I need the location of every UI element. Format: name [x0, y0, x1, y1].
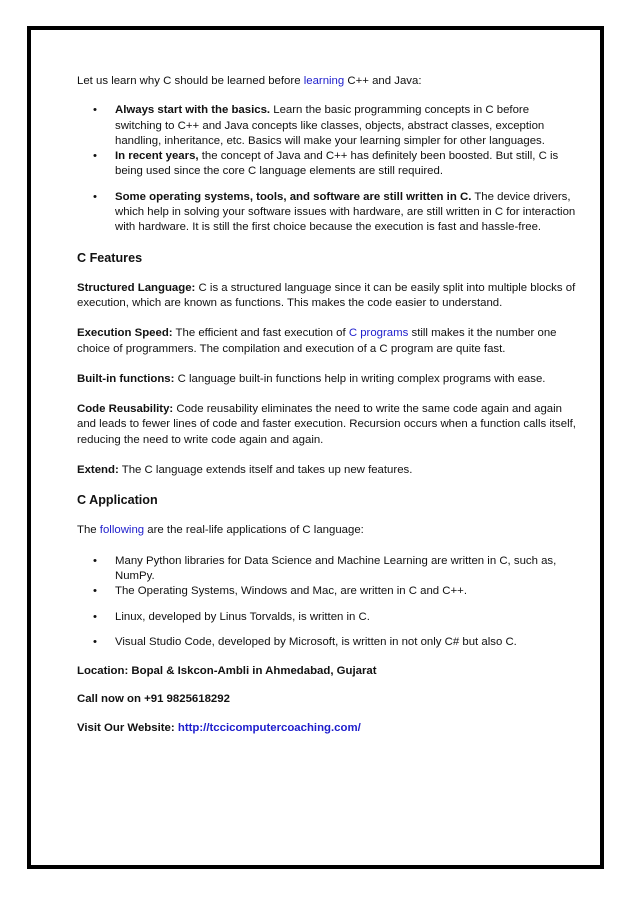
list-item: • Linux, developed by Linus Torvalds, is written in C.: [77, 610, 577, 625]
bullet-icon: •: [93, 635, 97, 648]
code-reusability-paragraph: Code Reusability: Code reusability eliminates the need to write the same code again and again and leads to fewer lines of code and faster execution. Recursion occurs when a function calls itself, reducing the need to write code again and again.: [77, 403, 576, 446]
bullet-icon: •: [93, 104, 97, 117]
reasons-list: [77, 103, 577, 235]
bullet-icon: •: [93, 610, 97, 623]
c-programs-link[interactable]: C programs: [348, 327, 409, 340]
bullet-icon: •: [93, 150, 97, 163]
document-page: [27, 26, 604, 869]
applications-list: [77, 554, 577, 650]
list-item: • The Operating Systems, Windows and Mac, are written in C and C++.: [77, 584, 577, 599]
bullet-icon: •: [93, 190, 97, 203]
list-item: • Visual Studio Code, developed by Microsoft, is written in not only C# but also C.: [77, 635, 577, 650]
builtin-functions-paragraph: Built-in functions: C language built-in functions help in writing complex programs with ease.: [77, 372, 546, 385]
list-item: • Some operating systems, tools, and software are still written in C. The device drivers, which help in solving your software issues with hardware, are still written in C for interaction with hardware. It is still the first choice because the execution is fast and hassle-free.: [93, 190, 576, 234]
bullet-icon: •: [93, 554, 97, 567]
execution-speed-paragraph: Execution Speed: The efficient and fast execution of C programs still makes it the number one choice of programmers. The compilation and execution of a C program are quite fast.: [77, 327, 557, 355]
website-line: Visit Our Website: http://tccicomputercoaching.com/: [77, 721, 361, 734]
location-line: Location: Bopal & Iskcon-Ambli in Ahmedabad, Gujarat: [77, 665, 377, 678]
features-heading: C Features: [77, 250, 143, 265]
extend-paragraph: Extend: The C language extends itself and takes up new features.: [77, 464, 413, 477]
learning-link[interactable]: learning: [303, 75, 345, 87]
intro-paragraph: Let us learn why C should be learned before learning C++ and Java:: [77, 75, 422, 87]
application-intro: The following are the real-life applications of C language:: [77, 524, 364, 537]
document-content: [77, 74, 577, 736]
call-line: Call now on +91 9825618292: [77, 693, 230, 706]
list-item: • Many Python libraries for Data Science and Machine Learning are written in C, such as, NumPy.: [93, 554, 557, 582]
bullet-icon: •: [93, 585, 97, 598]
application-heading: C Application: [77, 493, 158, 508]
structured-language-paragraph: Structured Language: C is a structured language since it can be easily split into multiple blocks of execution, which are known as functions. This makes the code easier to understand.: [77, 281, 576, 309]
list-item: • In recent years, the concept of Java and C++ has definitely been boosted. But still, C is being used since the core C language elements are still required.: [93, 150, 559, 178]
website-link[interactable]: http://tccicomputercoaching.com/: [177, 721, 361, 734]
following-link[interactable]: following: [99, 524, 145, 537]
list-item: • Always start with the basics. Learn the basic programming concepts in C before switching to C++ and Java concepts like classes, objects, abstract classes, exception handling, inheritance, etc. Basics will make your learning simpler for other languages.: [93, 104, 545, 147]
